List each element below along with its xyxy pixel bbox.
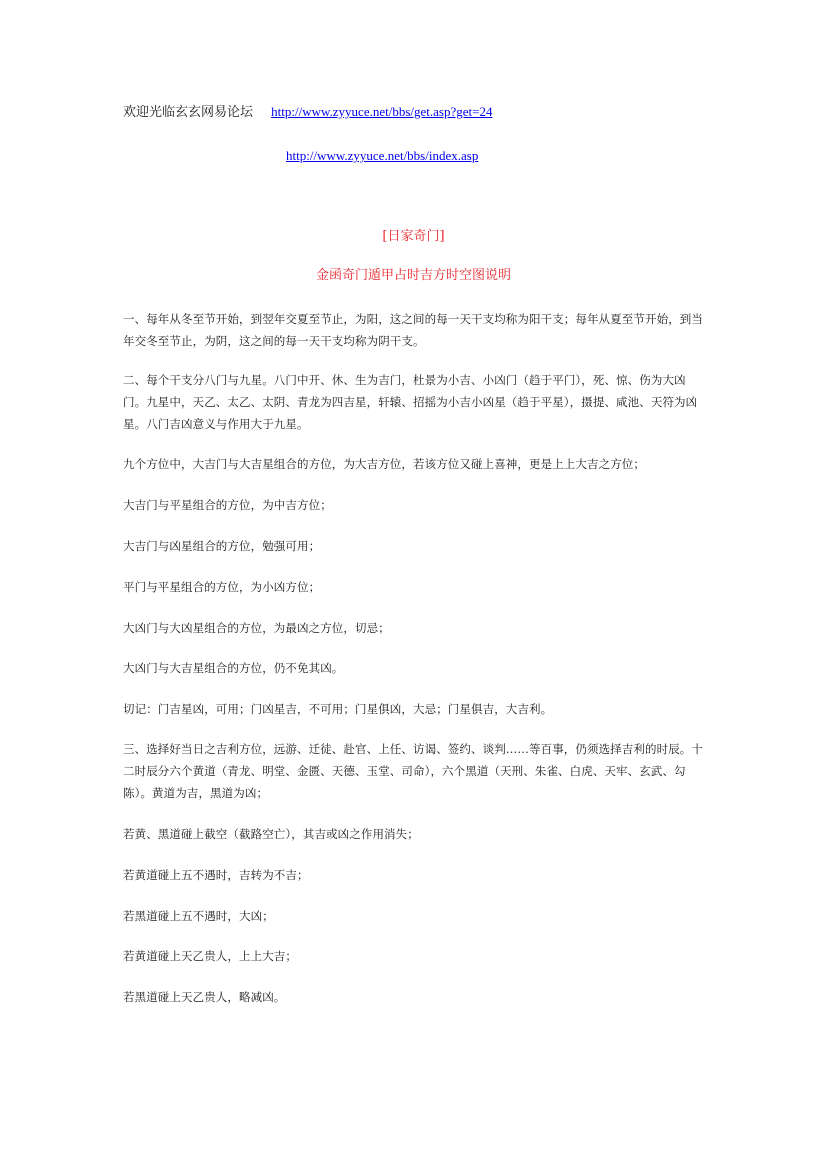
paragraph-7: 大凶门与大凶星组合的方位，为最凶之方位，切忌； [123, 621, 390, 635]
paragraph-13: 若黑道碰上五不遇时，大凶； [123, 909, 274, 923]
section-label: [日家奇门] [382, 229, 445, 244]
paragraph-15: 若黑道碰上天乙贵人，略减凶。 [123, 990, 286, 1004]
paragraph-12: 若黄道碰上五不遇时，吉转为不吉； [123, 868, 309, 882]
paragraph-9: 切记：门吉星凶，可用；门凶星吉，不可用；门星俱凶，大忌；门星俱吉，大吉利。 [123, 702, 553, 716]
forum-index-link[interactable]: http://www.zyyuce.net/bbs/index.asp [286, 148, 479, 163]
welcome-line [123, 104, 492, 121]
paragraph-3: 九个方位中，大吉门与大吉星组合的方位，为大吉方位，若该方位又碰上喜神，更是上上大吉之方位； [123, 457, 645, 471]
paragraph-2: 二、每个干支分八门与九星。八门中开、休、生为吉门，杜景为小吉、小凶门（趋于平门），死、惊、伤为大凶门。九星中，天乙、太乙、太阴、青龙为四吉星，轩辕、招摇为小吉小凶星（趋于平星），摄提、咸池、天符为凶星。八门吉凶意义与作用大于九星。 [123, 373, 698, 431]
paragraph-4: 大吉门与平星组合的方位，为中吉方位； [123, 498, 332, 512]
index-line [286, 148, 478, 165]
paragraph-10: 三、选择好当日之吉利方位，远游、迁徒、赴官、上任、访谒、签约、谈判……等百事，仍须选择吉利的时辰。十二时辰分六个黄道（青龙、明堂、金匮、天德、玉堂、司命），六个黑道（天刑、朱雀、白虎、天牢、玄武、勾陈）。黄道为吉，黑道为凶； [123, 742, 703, 800]
paragraph-5: 大吉门与凶星组合的方位，勉强可用； [123, 539, 321, 553]
welcome-text: 欢迎光临玄玄网易论坛 [123, 105, 254, 120]
article-title: 金函奇门遁甲占时吉方时空图说明 [315, 268, 511, 283]
paragraph-14: 若黄道碰上天乙贵人，上上大吉； [123, 949, 297, 963]
paragraph-6: 平门与平星组合的方位，为小凶方位； [123, 580, 321, 594]
paragraph-1: 一、每年从冬至节开始，到翌年交夏至节止，为阳，这之间的每一天干支均称为阳干支；每年从夏至节开始，到当年交冬至节止，为阴，这之间的每一天干支均称为阴干支。 [123, 312, 703, 348]
paragraph-8: 大凶门与大吉星组合的方位，仍不免其凶。 [123, 661, 344, 675]
paragraph-11: 若黄、黑道碰上截空（截路空亡），其吉或凶之作用消失； [123, 827, 419, 841]
forum-get-link[interactable]: http://www.zyyuce.net/bbs/get.asp?get=24 [271, 104, 493, 119]
